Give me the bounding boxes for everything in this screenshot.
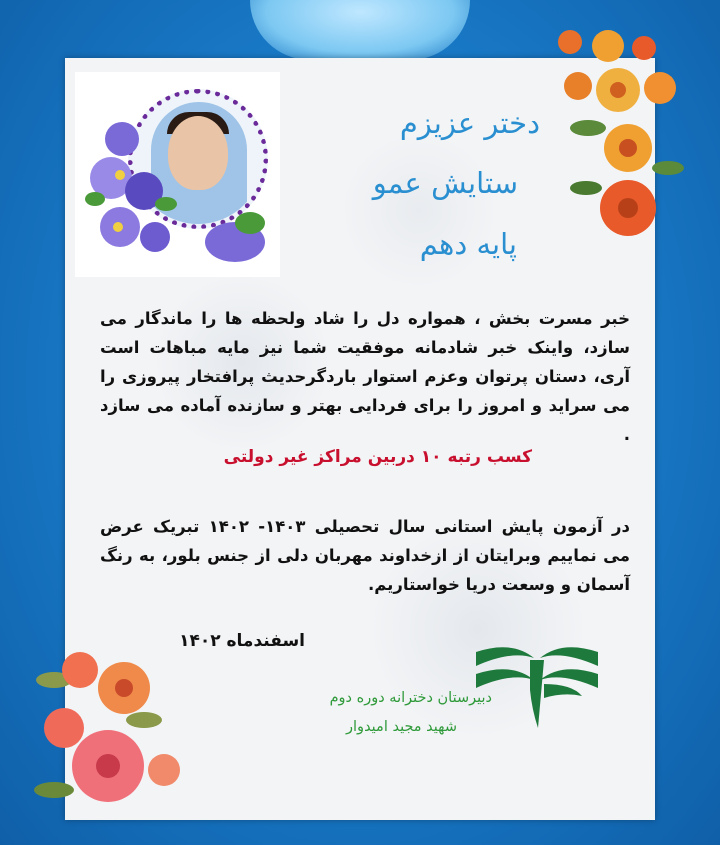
- school-name: دبیرستان دخترانه دوره دوم: [329, 690, 492, 706]
- title-line-2: ستایش عمو: [372, 166, 518, 200]
- issue-date: اسفندماه ۱۴۰۲: [179, 631, 305, 651]
- leaf-icon: [235, 212, 265, 234]
- student-photo-frame: [75, 72, 280, 277]
- school-martyr-name: شهید مجید امیدوار: [346, 719, 457, 735]
- decorative-cloud: [250, 0, 470, 60]
- school-logo-icon: [472, 640, 602, 730]
- flower-bouquet-icon: [548, 28, 688, 238]
- purple-flowers-icon: [85, 112, 175, 272]
- portrait-face: [168, 116, 228, 190]
- wishes-paragraph: در آزمون پایش استانی سال تحصیلی ۱۴۰۳- ۱۴۰۲ تبریک عرض می نماییم وبرایتان از ازخداوند مهربان دلی از جنس بلور، به رنگ آسمان و وسعت دریا خواستاریم.: [100, 517, 630, 594]
- title-line-3: پایه دهم: [419, 227, 517, 261]
- congratulation-paragraph: خبر مسرت بخش ، همواره دل را شاد ولحظه ها را ماندگار می سازد، واینک خبر شادمانه موفقیت شما نیز مایه مباهات است آری، دستان پرتوان وعزم استوار باردگرحدیث پرافتخار پیروزی را می سراید و امروز را برای فردایی بهتر و سازنده آماده می سازد .: [100, 309, 630, 444]
- rose-bouquet-icon: [24, 640, 194, 830]
- title-line-1: دختر عزیزم: [399, 106, 540, 140]
- rank-achievement: کسب رتبه ۱۰ دربین مراکز غیر دولتی: [223, 447, 532, 467]
